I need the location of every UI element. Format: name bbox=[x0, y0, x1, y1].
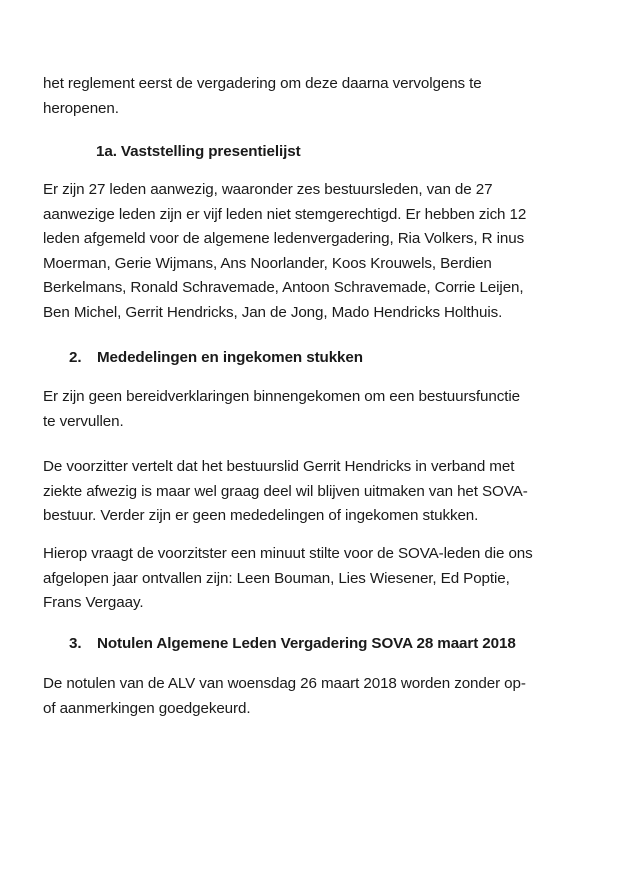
text-line: De notulen van de ALV van woensdag 26 maart 2018 worden zonder op- bbox=[43, 675, 526, 692]
section-2-paragraph-2 bbox=[43, 455, 583, 529]
text-line: heropenen. bbox=[43, 99, 119, 117]
text-line: Moerman, Gerie Wijmans, Ans Noorlander, Koos Krouwels, Berdien bbox=[43, 254, 492, 272]
text-line: het reglement eerst de vergadering om deze daarna vervolgens te bbox=[43, 75, 482, 92]
text-line: te vervullen. bbox=[43, 412, 124, 430]
section-3-number: 3. bbox=[69, 635, 82, 652]
section-3-heading bbox=[69, 634, 516, 654]
text-line: aanwezige leden zijn er vijf leden niet stemgerechtigd. Er hebben zich 12 bbox=[43, 205, 527, 223]
section-3-title: Notulen Algemene Leden Vergadering SOVA 28 maart 2018 bbox=[97, 635, 516, 652]
text-line: Er zijn geen bereidverklaringen binnengekomen om een bestuursfunctie bbox=[43, 388, 520, 405]
text-line: Hierop vraagt de voorzitster een minuut stilte voor de SOVA-leden die ons bbox=[43, 545, 533, 562]
section-2-title: Mededelingen en ingekomen stukken bbox=[97, 349, 363, 366]
text-line: of aanmerkingen goedgekeurd. bbox=[43, 699, 251, 717]
intro-paragraph bbox=[43, 72, 583, 121]
text-line: Er zijn 27 leden aanwezig, waaronder zes bestuursleden, van de 27 bbox=[43, 181, 493, 198]
section-3-paragraph bbox=[43, 672, 583, 721]
section-1a-paragraph bbox=[43, 178, 583, 326]
text-line: ziekte afwezig is maar wel graag deel wil blijven uitmaken van het SOVA- bbox=[43, 482, 528, 500]
text-line: bestuur. Verder zijn er geen mededelingen of ingekomen stukken. bbox=[43, 507, 479, 525]
section-2-heading bbox=[69, 348, 363, 368]
text-line: De voorzitter vertelt dat het bestuurslid Gerrit Hendricks in verband met bbox=[43, 458, 515, 475]
section-2-number: 2. bbox=[69, 349, 82, 366]
text-line: Ben Michel, Gerrit Hendricks, Jan de Jong, Mado Hendricks Holthuis. bbox=[43, 303, 503, 321]
text-line: Frans Vergaay. bbox=[43, 594, 144, 612]
text-line: afgelopen jaar ontvallen zijn: Leen Bouman, Lies Wiesener, Ed Poptie, bbox=[43, 569, 510, 587]
text-line: Berkelmans, Ronald Schravemade, Antoon Schravemade, Corrie Leijen, bbox=[43, 279, 524, 297]
section-1a-heading: 1a. Vaststelling presentielijst bbox=[96, 143, 301, 160]
text-line: leden afgemeld voor de algemene ledenvergadering, Ria Volkers, R inus bbox=[43, 230, 525, 248]
section-2-paragraph-3 bbox=[43, 542, 583, 616]
section-2-paragraph-1 bbox=[43, 385, 583, 434]
